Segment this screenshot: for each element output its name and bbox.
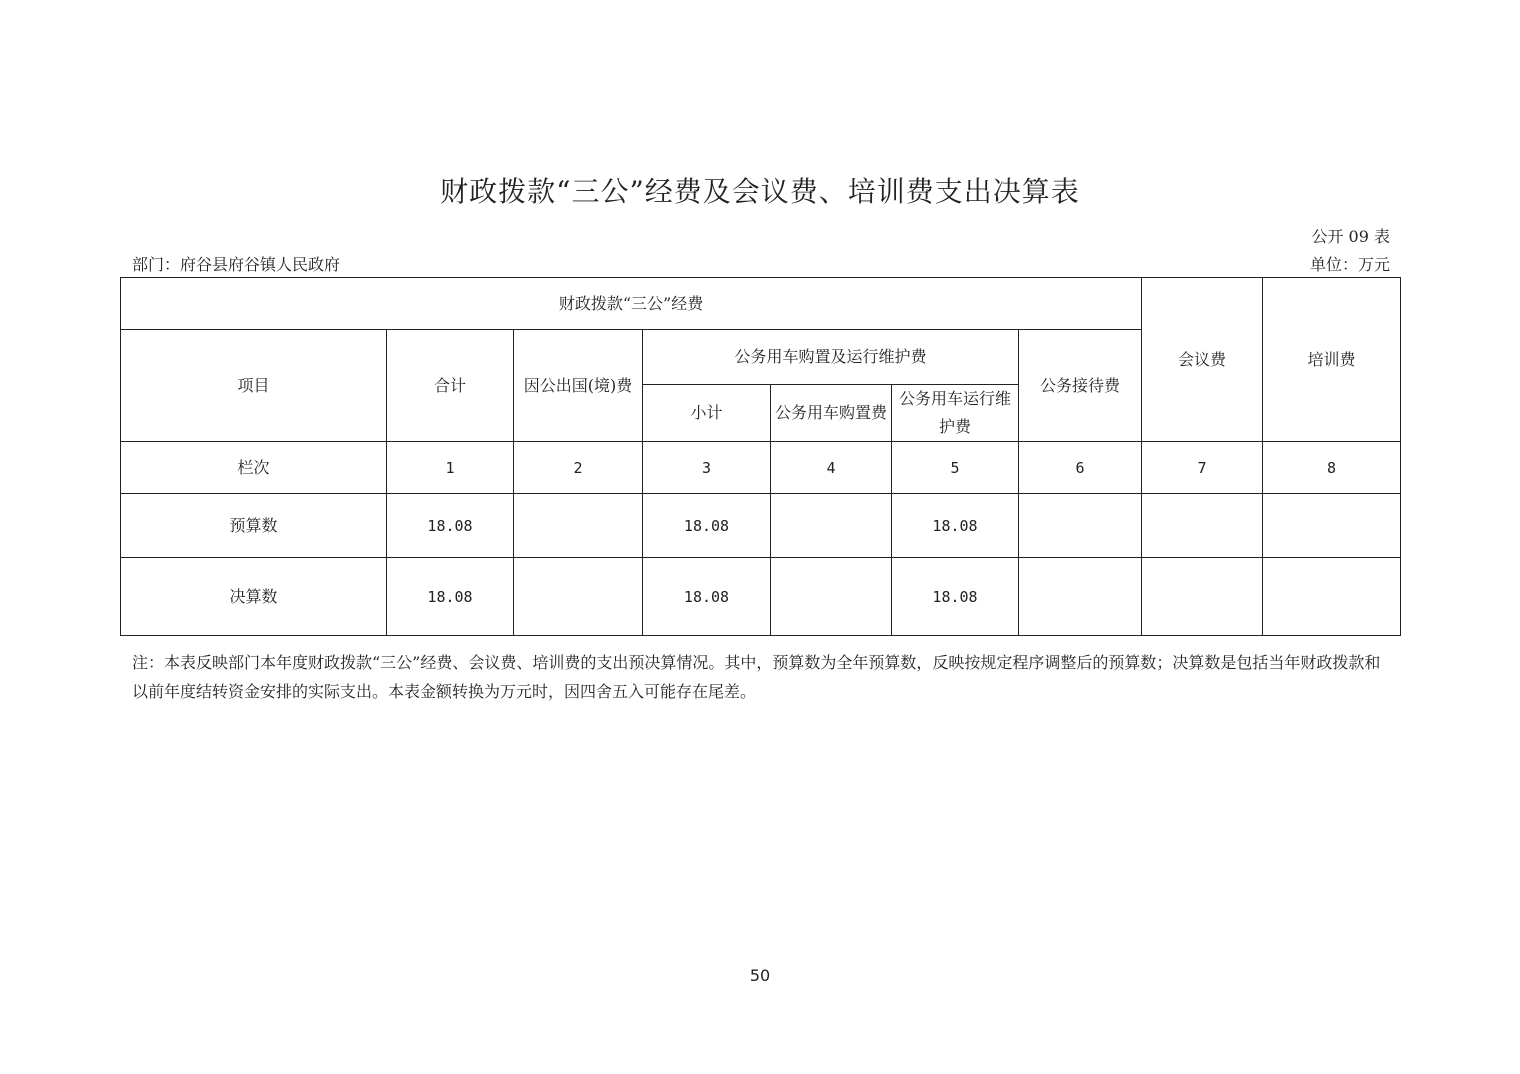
index-cell: 8 xyxy=(1263,442,1401,494)
page-title: 财政拨款“三公”经费及会议费、培训费支出决算表 xyxy=(440,175,1080,208)
value-cell xyxy=(1263,558,1401,636)
value-cell xyxy=(771,494,892,558)
header-vehicle-operation: 公务用车运行维护费 xyxy=(892,385,1019,442)
value-cell: 18.08 xyxy=(892,494,1019,558)
value-cell xyxy=(514,494,643,558)
index-cell: 3 xyxy=(643,442,771,494)
header-meeting-fee: 会议费 xyxy=(1142,278,1263,442)
header-vehicle-group: 公务用车购置及运行维护费 xyxy=(643,330,1019,385)
header-total: 合计 xyxy=(387,330,514,442)
unit-label: 单位：万元 xyxy=(1309,255,1390,274)
expenditure-table xyxy=(120,277,1401,636)
index-cell: 栏次 xyxy=(121,442,387,494)
value-cell xyxy=(1142,558,1263,636)
index-row xyxy=(121,442,1401,494)
value-cell xyxy=(1019,494,1142,558)
index-cell: 6 xyxy=(1019,442,1142,494)
header-three-public-funds: 财政拨款“三公”经费 xyxy=(121,278,1142,330)
form-number: 公开 09 表 xyxy=(1311,227,1390,246)
header-abroad-fee: 因公出国(境)费 xyxy=(514,330,643,442)
page-number: 50 xyxy=(749,966,771,985)
header-vehicle-purchase: 公务用车购置费 xyxy=(771,385,892,442)
header-vehicle-subtotal: 小计 xyxy=(643,385,771,442)
index-cell: 1 xyxy=(387,442,514,494)
value-cell: 18.08 xyxy=(892,558,1019,636)
index-cell: 2 xyxy=(514,442,643,494)
value-cell xyxy=(514,558,643,636)
header-item: 项目 xyxy=(121,330,387,442)
table-row xyxy=(121,558,1401,636)
value-cell: 18.08 xyxy=(643,558,771,636)
value-cell: 18.08 xyxy=(387,494,514,558)
row-label: 预算数 xyxy=(121,494,387,558)
footnote: 注：本表反映部门本年度财政拨款“三公”经费、会议费、培训费的支出预决算情况。其中，预算数为全年预算数，反映按规定程序调整后的预算数；决算数是包括当年财政拨款和以前年度结转资金安排的实际支出。本表金额转换为万元时，因四舍五入可能存在尾差。 xyxy=(132,653,1381,701)
index-cell: 4 xyxy=(771,442,892,494)
value-cell: 18.08 xyxy=(643,494,771,558)
value-cell: 18.08 xyxy=(387,558,514,636)
department-label: 部门：府谷县府谷镇人民政府 xyxy=(132,255,341,274)
header-training-fee: 培训费 xyxy=(1263,278,1401,442)
header-reception-fee: 公务接待费 xyxy=(1019,330,1142,442)
value-cell xyxy=(1019,558,1142,636)
value-cell xyxy=(1263,494,1401,558)
index-cell: 7 xyxy=(1142,442,1263,494)
row-label: 决算数 xyxy=(121,558,387,636)
index-cell: 5 xyxy=(892,442,1019,494)
table-row xyxy=(121,494,1401,558)
value-cell xyxy=(1142,494,1263,558)
value-cell xyxy=(771,558,892,636)
